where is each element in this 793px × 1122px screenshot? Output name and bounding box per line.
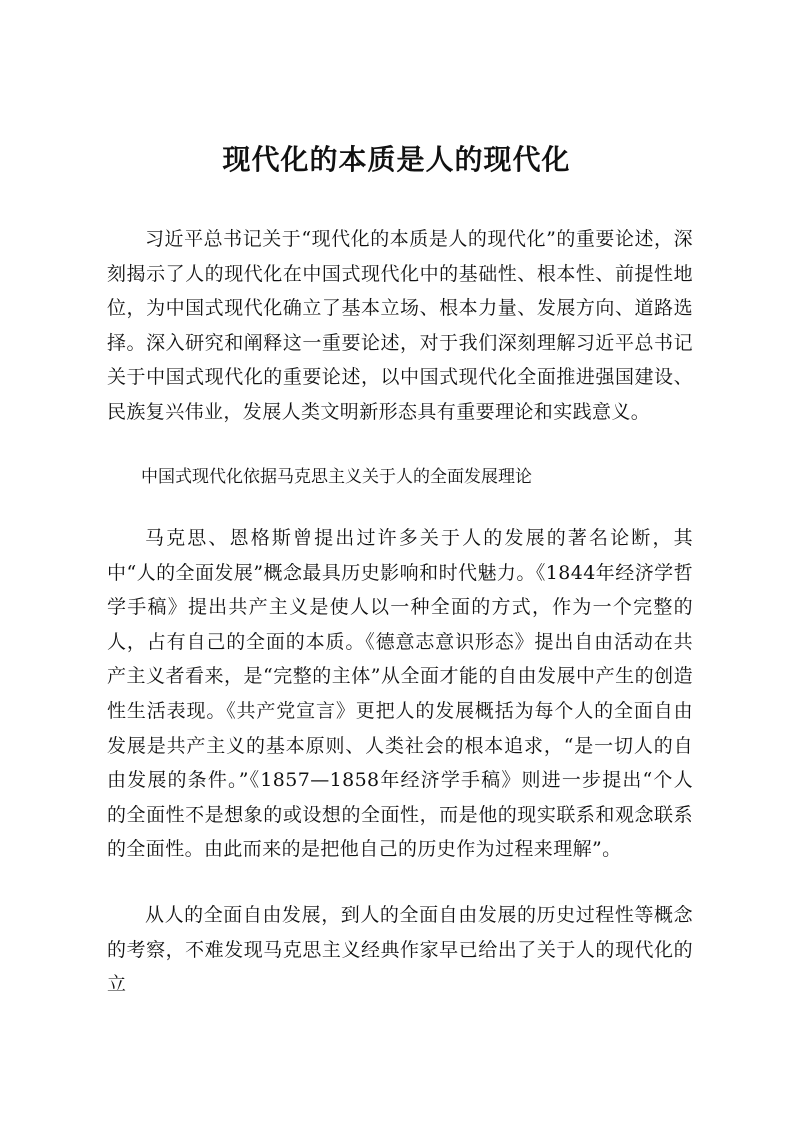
body-paragraph: 从人的全面自由发展，到人的全面自由发展的历史过程性等概念的考察，不难发现马克思主义经典作家早已给出了关于人的现代化的立 [107, 904, 693, 996]
intro-paragraph: 习近平总书记关于“现代化的本质是人的现代化”的重要论述，深刻揭示了人的现代化在中国式现代化中的基础性、根本性、前提性地位，为中国式现代化确立了基本立场、根本力量、发展方向、道路选择。深入研究和阐释这一重要论述，对于我们深刻理解习近平总书记关于中国式现代化的重要论述，以中国式现代化全面推进强国建设、民族复兴伟业，发展人类文明新形态具有重要理论和实践意义。 [107, 228, 693, 423]
document-title: 现代化的本质是人的现代化 [222, 143, 571, 176]
body-paragraph: 马克思、恩格斯曾提出过许多关于人的发展的著名论断，其中“人的全面发展”概念最具历史影响和时代魅力。《1844年经济学哲学手稿》提出共产主义是使人以一种全面的方式，作为一个完整的人，占有自己的全面的本质。《德意志意识形态》提出自由活动在共产主义者看来，是“完整的主体”从全面才能的自由发展中产生的创造性生活表现。《共产党宣言》更把人的发展概括为每个人的全面自由发展是共产主义的基本原则、人类社会的根本追求，“是一切人的自由发展的条件。”《1857—1858年经济学手稿》则进一步提出“个人的全面性不是想象的或设想的全面性，而是他的现实联系和观念联系的全面性。由此而来的是把他自己的历史作为过程来理解”。 [107, 527, 693, 861]
section-heading: 中国式现代化依据马克思主义关于人的全面发展理论 [141, 467, 532, 487]
